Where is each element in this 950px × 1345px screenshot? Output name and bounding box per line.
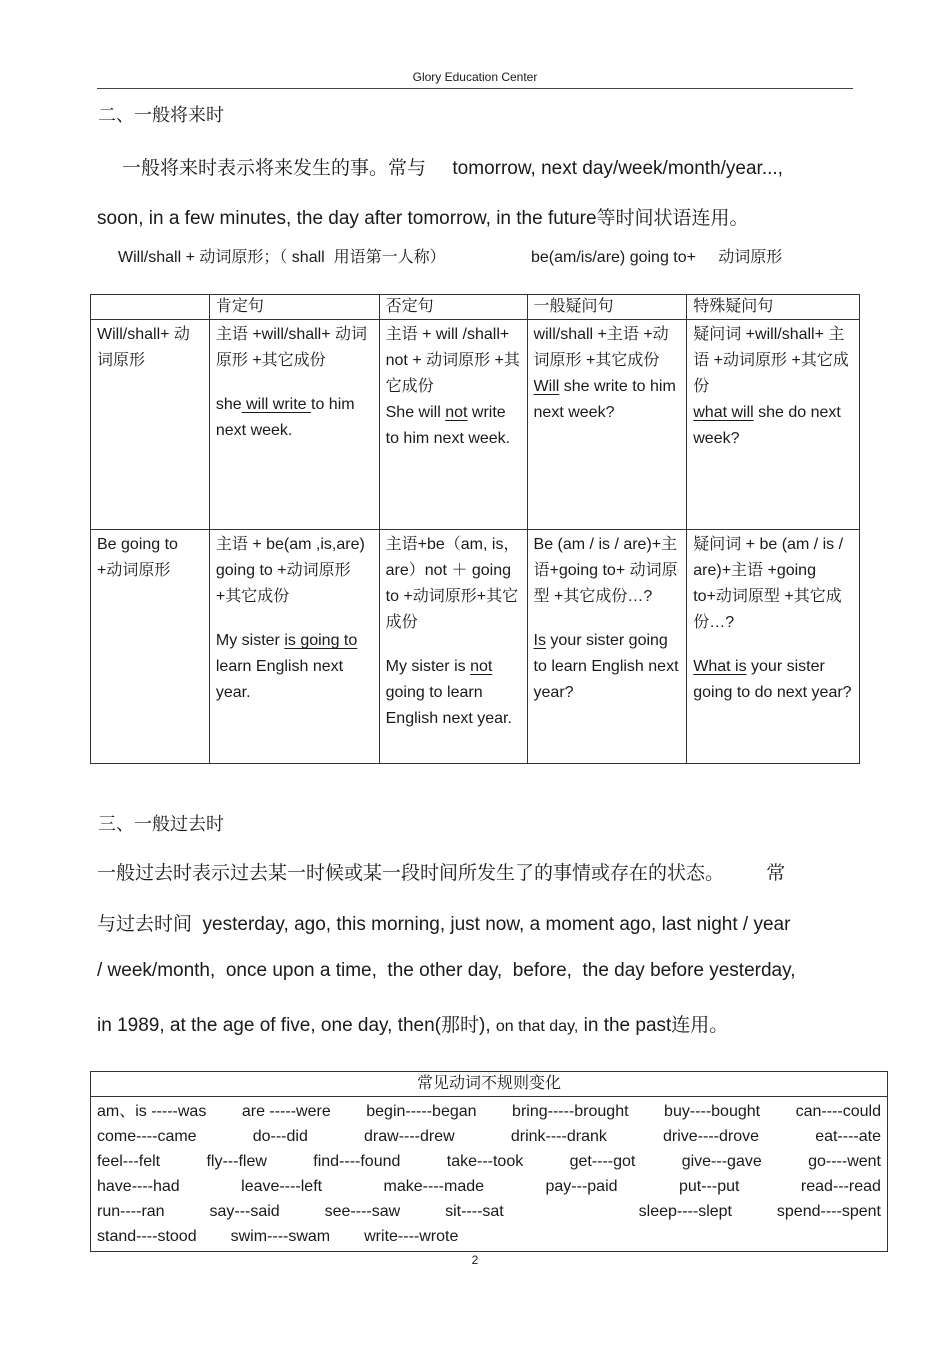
page-number: 2 [471,1253,479,1267]
example-sentence: My sister is going to learn English next year. [215,632,358,701]
affirmative-cell [209,320,379,530]
rule-text: Be (am / is / are)+主语+going to+ 动词原型 +其它成份…? [533,536,678,605]
table-header-cell: 特殊疑问句 [687,295,860,320]
table-row [91,320,860,530]
list-item: have----had leave----left make----made pay---paid put---put read---read [97,1178,881,1195]
example-sentence: she will write to him next week. [215,396,355,439]
header-title: Glory Education Center [412,70,538,84]
past-tense-heading: 三、一般过去时 [98,814,224,834]
negative-cell [379,320,527,530]
irregular-verbs-list [91,1097,888,1252]
rule-text: 主语 + will /shall+ not + 动词原形 +其它成份 [385,326,520,395]
table-header-cell [91,295,210,320]
future-tense-heading: 二、一般将来时 [98,105,224,125]
future-tense-form-going-to: be(am/is/are) going to+ 动词原形 [531,249,783,266]
affirmative-cell [209,530,379,764]
row-label: Will/shall+ 动词原形 [91,320,210,530]
rule-text: 疑问词 +will/shall+ 主语 +动词原形 +其它成份 [693,326,849,395]
question-cell [527,530,687,764]
irregular-verbs-table [90,1071,888,1252]
past-tense-line-4: in 1989, at the age of five, one day, then(那时), on that day, in the past连用。 [97,1015,729,1036]
table-header-cell: 一般疑问句 [527,295,687,320]
future-tense-table [90,294,860,764]
list-item: come----came do---did draw----drew drink----drank drive----drove eat----ate [97,1128,881,1145]
rule-text: 主语 + be(am ,is,are) going to +动词原形+其它成份 [215,536,365,605]
example-sentence: My sister is not going to learn English next year. [385,658,512,727]
past-tense-line-1: 一般过去时表示过去某一时候或某一段时间所发生了的事情或存在的状态。 常 [97,863,786,884]
table-header-row [91,295,860,320]
header-divider [97,88,853,89]
table-header-cell: 否定句 [379,295,527,320]
future-tense-form-will: Will/shall + 动词原形；（ shall 用语第一人称） [118,249,446,266]
rule-text: 主语+be（am, is，are）not ＋ going to +动词原形+其它成份 [385,536,520,631]
list-item: stand----stood swim----swam write----wrote [97,1228,459,1245]
example-sentence: what will she do next week? [693,404,841,447]
example-sentence: She will not write to him next week. [385,404,511,447]
negative-cell [379,530,527,764]
row-label: Be going to +动词原形 [91,530,210,764]
example-sentence: What is your sister going to do next year? [693,658,852,701]
future-tense-line-1: 一般将来时表示将来发生的事。常与 tomorrow, next day/week/month/year..., [122,158,783,179]
past-tense-line-3: / week/month, once upon a time, the other day, before, the day before yesterday, [97,960,796,981]
wh-question-cell [687,320,860,530]
future-tense-line-2: soon, in a few minutes, the day after tomorrow, in the future等时间状语连用。 [97,208,749,229]
irregular-verbs-title: 常见动词不规则变化 [91,1072,888,1097]
rule-text: 主语 +will/shall+ 动词原形 +其它成份 [215,326,368,369]
past-tense-line-2: 与过去时间 yesterday, ago, this morning, just now, a moment ago, last night / year [97,914,791,935]
list-item: am、is -----was are -----were begin-----began bring-----brought buy----bought can----could [97,1103,881,1120]
example-sentence: Will she write to him next week? [533,378,676,421]
rule-text: will/shall +主语 +动词原形 +其它成份 [533,326,669,369]
list-item: feel---felt fly---flew find----found take---took get----got give---gave go----went [97,1153,881,1170]
example-sentence: Is your sister going to learn English next year? [533,632,679,701]
rule-text: 疑问词 + be (am / is / are)+主语 +going to+动词原型 +其它成份…? [693,536,844,631]
table-row [91,530,860,764]
wh-question-cell [687,530,860,764]
question-cell [527,320,687,530]
list-item: run----ran say---said see----saw sit----sat sleep----slept spend----spent [97,1203,881,1220]
table-header-cell: 肯定句 [209,295,379,320]
